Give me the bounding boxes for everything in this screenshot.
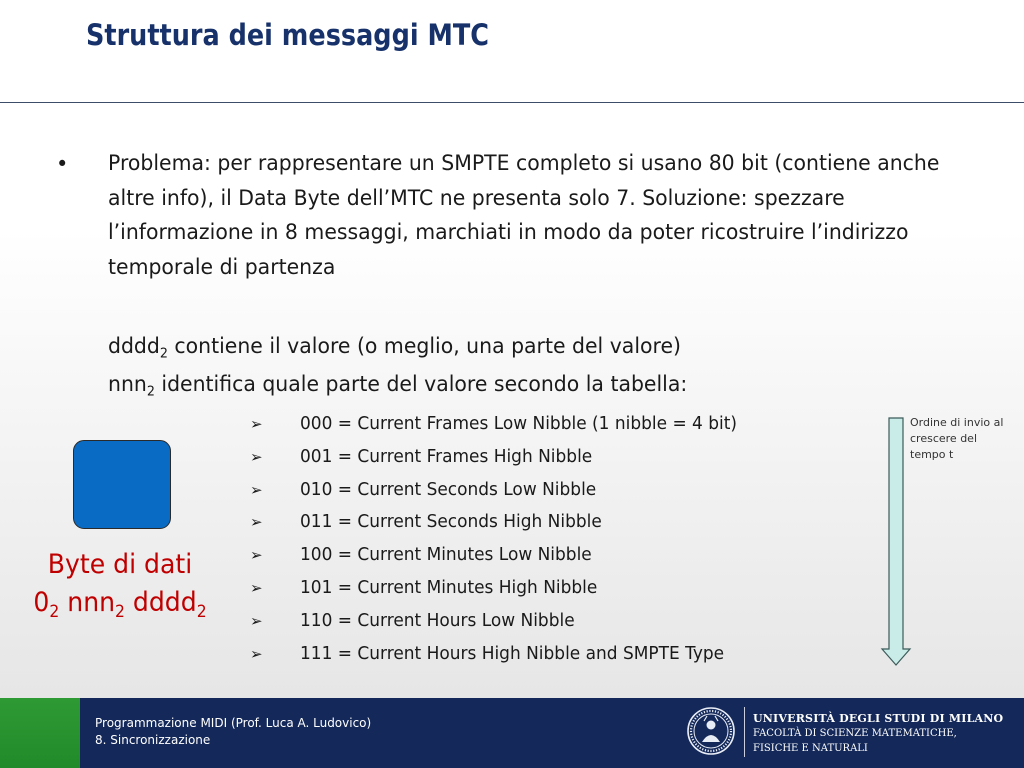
down-arrow-icon [879, 417, 913, 667]
university-title: UNIVERSITÀ DEGLI STUDI DI MILANO [753, 712, 1004, 725]
title-divider [0, 102, 1024, 103]
byte-zero-subscript: 2 [49, 600, 60, 621]
data-byte-format [21, 584, 218, 622]
faculty-line-1: FACOLTÀ DI SCIENZE MATEMATICHE, [753, 728, 957, 739]
data-byte-label [21, 546, 218, 622]
nnn-description: identifica quale parte del valore secondo la tabella: [154, 372, 688, 397]
course-title: Programmazione MIDI (Prof. Luca A. Ludovico) [95, 716, 372, 730]
arrow-bullet-icon: ➢ [250, 611, 263, 630]
footer-course-info [95, 715, 371, 749]
arrow-bullet-icon: ➢ [250, 480, 263, 499]
list-item-text: 100 = Current Minutes Low Nibble [300, 545, 592, 566]
footer-bar [0, 698, 1024, 768]
list-item-text: 111 = Current Hours High Nibble and SMPTE Type [300, 643, 725, 664]
university-seal-icon [686, 706, 736, 756]
byte-dddd-subscript: 2 [196, 600, 207, 621]
footer-green-block [0, 698, 80, 768]
data-byte-title: Byte di dati [47, 549, 193, 580]
arrow-bullet-icon: ➢ [250, 644, 263, 663]
arrow-bullet-icon: ➢ [250, 447, 263, 466]
faculty-line-2: FISICHE E NATURALI [753, 743, 868, 754]
data-byte-box [73, 440, 171, 529]
list-item-text: 101 = Current Minutes High Nibble [300, 577, 598, 598]
byte-zero: 0 [33, 587, 50, 618]
course-section: 8. Sincronizzazione [95, 733, 211, 747]
arrow-bullet-icon: ➢ [250, 546, 263, 565]
dddd-var: dddd [108, 334, 160, 359]
arrow-bullet-icon: ➢ [250, 415, 263, 433]
arrow-bullet-icon: ➢ [250, 578, 263, 597]
list-item-text: 000 = Current Frames Low Nibble (1 nibble = 4 bit) [300, 414, 738, 434]
list-item-text: 001 = Current Frames High Nibble [300, 446, 593, 467]
byte-dddd: dddd [132, 587, 197, 618]
list-item-text: 110 = Current Hours Low Nibble [300, 610, 575, 631]
problem-paragraph: Problema: per rappresentare un SMPTE completo si usano 80 bit (contiene anche altre info), il Data Byte dell’MTC ne presenta solo 7. Soluzione: spezzare l’informazione in 8 messaggi, marchiati in modo da poter ricostruire l’indirizzo temporale di partenza [108, 151, 940, 280]
nnn-line [108, 372, 688, 400]
nnn-var: nnn [108, 372, 147, 397]
byte-nnn-subscript: 2 [115, 600, 125, 621]
university-name [753, 711, 1003, 756]
dddd-subscript: 2 [159, 346, 168, 362]
nnn-subscript: 2 [146, 384, 155, 400]
list-item-text: 011 = Current Seconds High Nibble [300, 512, 602, 533]
dddd-line [108, 334, 681, 362]
footer-divider [744, 707, 745, 757]
slide-title: Struttura dei messaggi MTC [86, 18, 490, 52]
arrow-bullet-icon: ➢ [250, 513, 263, 532]
dddd-description: contiene il valore (o meglio, una parte del valore) [167, 334, 681, 359]
byte-nnn: nnn [67, 587, 116, 618]
send-order-label: Ordine di invio al crescere del tempo t [910, 416, 1004, 461]
list-item-text: 010 = Current Seconds Low Nibble [300, 479, 597, 500]
bullet-marker: • [56, 152, 69, 176]
